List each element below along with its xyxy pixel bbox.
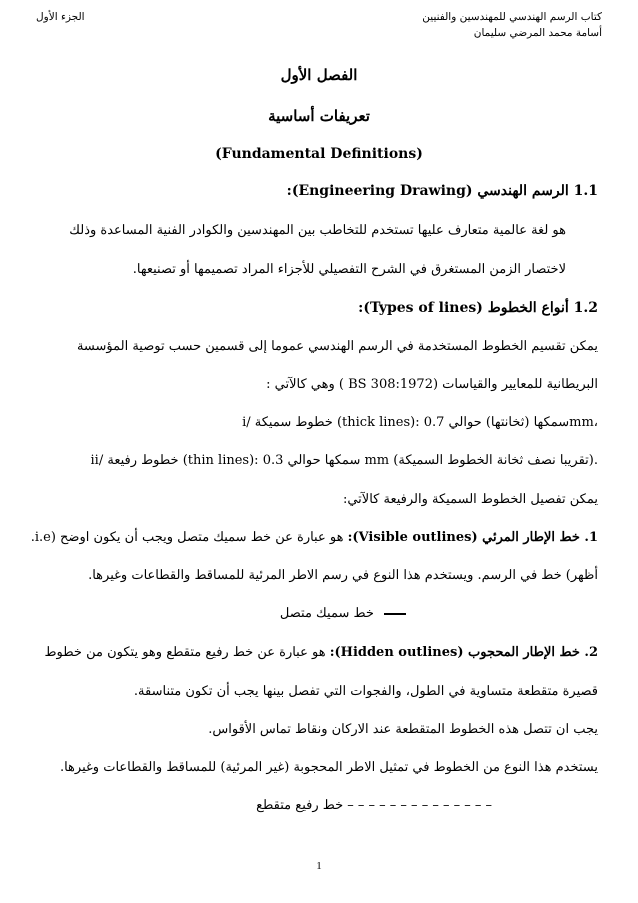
header-author: أسامة محمد المرضي سليمان <box>473 27 602 39</box>
thick-lines-line: i/ خطوط سميكة (thick lines): سمكها (ثخانتها) حوالي 0.7mm، <box>242 415 598 430</box>
solid-line-sample-label: خط سميك متصل <box>279 606 374 621</box>
hidden-outlines-text: هو عبارة عن خط رفيع متقطع وهو يتكون من خطوط <box>44 645 330 660</box>
thin-lines-line: ii/ خطوط رفيعة (thin lines): سمكها حوالي 0.3 mm (تقريبا نصف ثخانة الخطوط السميكة). <box>90 453 598 468</box>
visible-outlines-line-2: أظهر) خط في الرسم. ويستخدم هذا النوع في رسم الاطر المرئية للمساقط والقطاعات وغيرها. <box>88 568 598 583</box>
hidden-outlines-line-1 <box>45 645 598 660</box>
dashed-line-sample <box>256 798 492 813</box>
hidden-outlines-line-2: قصيرة متقطعة متساوية في الطول، والفجوات التي تفصل بينها يجب أن تكون متناسقة. <box>133 684 598 699</box>
visible-outlines-line-1 <box>31 530 598 545</box>
hidden-outlines-line-4: يستخدم هذا النوع من الخطوط في تمثيل الاطر المحجوبة (غير المرئية) للمساقط والقطاعات وغيرها. <box>59 760 598 775</box>
lines-detail-intro: يمكن تفصيل الخطوط السميكة والرفيعة كالآتي: <box>342 492 598 507</box>
chapter-title: الفصل الأول <box>280 66 358 84</box>
dashed-line-sample-label: خط رفيع متقطع <box>256 798 344 813</box>
section-1-2-line-2: البريطانية للمعايير والقياسات (BS 308:1972 ) وهي كالآتي : <box>266 377 598 392</box>
page-number: 1 <box>316 860 322 872</box>
chapter-subtitle-en: (Fundamental Definitions) <box>215 146 423 162</box>
visible-outlines-text: هو عبارة عن خط سميك متصل ويجب أن يكون اوضح (i.e. <box>30 530 348 545</box>
section-1-2-line-1: يمكن تقسيم الخطوط المستخدمة في الرسم الهندسي عموما إلى قسمين حسب توصية المؤسسة <box>76 339 598 354</box>
hidden-outlines-title: 2. خط الإطار المحجوب (Hidden outlines): <box>329 645 598 660</box>
visible-outlines-title: 1. خط الإطار المرئي (Visible outlines): <box>347 530 598 545</box>
solid-line-sample-graphic <box>384 613 406 615</box>
section-1-1-line-2: لاختصار الزمن المستغرق في الشرح التفصيلي للأجزاء المراد تصميمها أو تصنيعها. <box>132 262 566 277</box>
section-1-2-heading: 1.2 أنواع الخطوط (Types of lines): <box>358 300 598 316</box>
dashed-line-sample-graphic: – – – – – – – – – – – – – – <box>347 798 492 813</box>
solid-line-sample <box>280 606 406 621</box>
chapter-subtitle: تعريفات أساسية <box>268 107 370 125</box>
section-1-1-line-1: هو لغة عالمية متعارف عليها تستخدم للتخاطب بين المهندسين والكوادر الفنية المساعدة وذلك <box>69 223 566 238</box>
header-part: الجزء الأول <box>36 11 85 23</box>
section-1-1-heading: 1.1 الرسم الهندسي (Engineering Drawing): <box>286 183 598 199</box>
header-book-title: كتاب الرسم الهندسي للمهندسين والفنيين <box>422 11 602 23</box>
hidden-outlines-line-3: يجب ان تتصل هذه الخطوط المتقطعة عند الاركان ونقاط تماس الأقواس. <box>208 722 598 737</box>
